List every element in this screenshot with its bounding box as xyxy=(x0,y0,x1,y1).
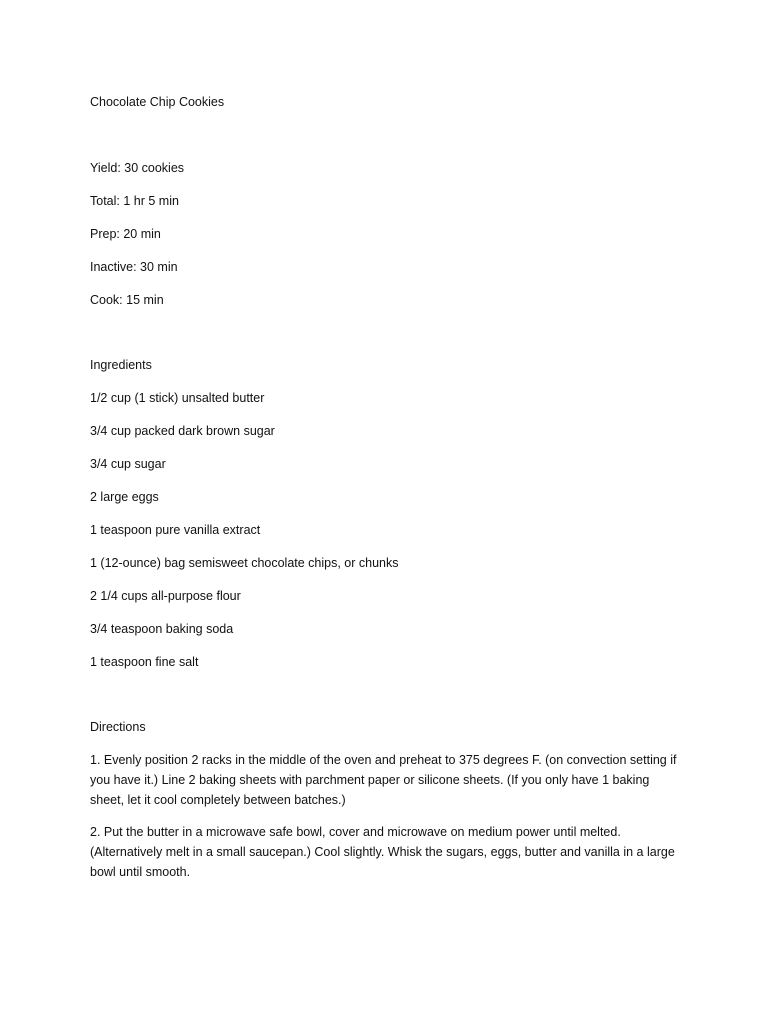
direction-step: 1. Evenly position 2 racks in the middle of the oven and preheat to 375 degrees F. (on convection setting if you have it.) Line 2 baking sheets with parchment paper or silicone sheets. (If you only have 1 baking sheet, let it cool completely between batches.) xyxy=(90,753,677,807)
ingredient-item: 1 (12-ounce) bag semisweet chocolate chips, or chunks xyxy=(90,556,399,570)
ingredient-item: 3/4 cup packed dark brown sugar xyxy=(90,424,275,438)
prep-time-text: Prep: 20 min xyxy=(90,227,161,241)
total-time-text: Total: 1 hr 5 min xyxy=(90,194,179,208)
yield-text: Yield: 30 cookies xyxy=(90,161,185,175)
directions-heading: Directions xyxy=(90,720,146,734)
direction-step: 2. Put the butter in a microwave safe bowl, cover and microwave on medium power until melted. (Alternatively melt in a small saucepan.) Cool slightly. Whisk the sugars, eggs, butter and vanilla in a large bowl until smooth. xyxy=(90,825,675,879)
ingredient-item: 1 teaspoon pure vanilla extract xyxy=(90,523,261,537)
ingredient-item: 3/4 teaspoon baking soda xyxy=(90,622,234,636)
inactive-time-text: Inactive: 30 min xyxy=(90,260,178,274)
recipe-title: Chocolate Chip Cookies xyxy=(90,95,225,109)
cook-time-text: Cook: 15 min xyxy=(90,293,164,307)
ingredient-item: 1/2 cup (1 stick) unsalted butter xyxy=(90,391,265,405)
ingredient-item: 2 large eggs xyxy=(90,490,159,504)
ingredient-item: 1 teaspoon fine salt xyxy=(90,655,199,669)
ingredients-heading: Ingredients xyxy=(90,358,152,372)
ingredient-item: 2 1/4 cups all-purpose flour xyxy=(90,589,241,603)
ingredient-item: 3/4 cup sugar xyxy=(90,457,166,471)
